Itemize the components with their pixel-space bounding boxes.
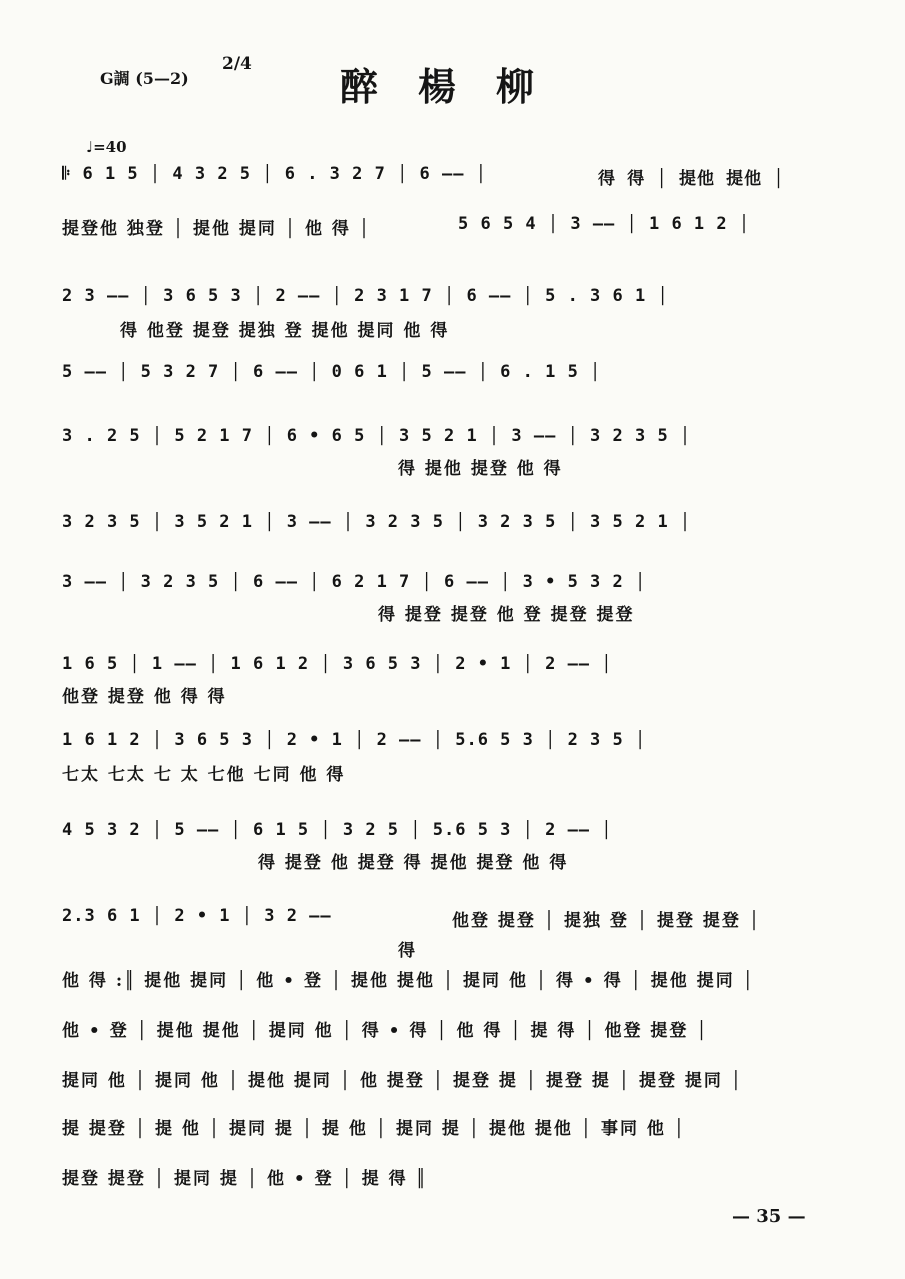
score-line-12-percussion: 他 得 :║ 提他 提同 │ 他 • 登 │ 提他 提他 │ 提同 他 │ 得 • 得 │ 提他 提同 │ bbox=[62, 971, 755, 991]
page-title: 醉楊柳 bbox=[340, 64, 575, 109]
score-line-5-notes: 3 . 2 5 │ 5 2 1 7 │ 6 • 6 5 │ 3 5 2 1 │ 3 —— │ 3 2 3 5 │ bbox=[62, 426, 692, 446]
score-line-8-percussion: 他登 提登 他 得 得 bbox=[62, 687, 227, 707]
key-signature: G調 (5—2) bbox=[100, 69, 189, 88]
score-line-1-notes: 𝄆 6 1 5 │ 4 3 2 5 │ 6 . 3 2 7 │ 6 —— │ bbox=[62, 164, 487, 184]
score-line-9-notes: 1 6 1 2 │ 3 6 5 3 │ 2 • 1 │ 2 —— │ 5.6 5 3 │ 2 3 5 │ bbox=[62, 730, 647, 750]
score-line-16-percussion: 提登 提登 │ 提同 提 │ 他 • 登 │ 提 得 ║ bbox=[62, 1169, 428, 1189]
score-line-11-percussion-inline: 他登 提登 │ 提独 登 │ 提登 提登 │ bbox=[452, 911, 762, 931]
score-line-7-percussion: 得 提登 提登 他 登 提登 提登 bbox=[378, 605, 635, 625]
score-line-2-percussion: 提登他 独登 │ 提他 提同 │ 他 得 │ bbox=[62, 219, 372, 239]
score-line-15-percussion: 提 提登 │ 提 他 │ 提同 提 │ 提 他 │ 提同 提 │ 提他 提他 │ 事同 他 │ bbox=[62, 1119, 687, 1139]
tempo-marking: ♩=40 bbox=[86, 138, 127, 156]
score-line-6-notes: 3 2 3 5 │ 3 5 2 1 │ 3 —— │ 3 2 3 5 │ 3 2 3 5 │ 3 5 2 1 │ bbox=[62, 512, 692, 532]
score-line-14-percussion: 提同 他 │ 提同 他 │ 提他 提同 │ 他 提登 │ 提登 提 │ 提登 提 │ 提登 提同 │ bbox=[62, 1071, 744, 1091]
score-line-9-percussion: 七太 七太 七 太 七他 七同 他 得 bbox=[62, 765, 346, 785]
score-line-7-notes: 3 —— │ 3 2 3 5 │ 6 —— │ 6 2 1 7 │ 6 —— │ 3 • 5 3 2 │ bbox=[62, 572, 647, 592]
score-line-5-percussion: 得 提他 提登 他 得 bbox=[398, 459, 563, 479]
score-line-11-notes: 2.3 6 1 │ 2 • 1 │ 3 2 —— bbox=[62, 906, 332, 926]
score-line-4-notes: 5 —— │ 5 3 2 7 │ 6 —— │ 0 6 1 │ 5 —— │ 6 . 1 5 │ bbox=[62, 362, 602, 382]
time-signature: 2/4 bbox=[222, 54, 252, 74]
page-number: — 35 — bbox=[732, 1206, 806, 1227]
score-line-1-percussion: 得 得 │ 提他 提他 │ bbox=[598, 169, 785, 189]
score-line-8-notes: 1 6 5 │ 1 —— │ 1 6 1 2 │ 3 6 5 3 │ 2 • 1 │ 2 —— │ bbox=[62, 654, 613, 674]
score-line-10-notes: 4 5 3 2 │ 5 —— │ 6 1 5 │ 3 2 5 │ 5.6 5 3 │ 2 —— │ bbox=[62, 820, 613, 840]
score-line-3-percussion: 得 他登 提登 提独 登 提他 提同 他 得 bbox=[120, 321, 450, 341]
score-line-10-percussion: 得 提登 他 提登 得 提他 提登 他 得 bbox=[258, 853, 569, 873]
score-line-13-percussion: 他 • 登 │ 提他 提他 │ 提同 他 │ 得 • 得 │ 他 得 │ 提 得 │ 他登 提登 │ bbox=[62, 1021, 709, 1041]
score-line-11-percussion: 得 bbox=[398, 941, 417, 961]
score-line-3-notes: 2 3 —— │ 3 6 5 3 │ 2 —— │ 2 3 1 7 │ 6 —— │ 5 . 3 6 1 │ bbox=[62, 286, 669, 306]
score-line-2-notes: 5 6 5 4 │ 3 —— │ 1 6 1 2 │ bbox=[458, 214, 751, 234]
